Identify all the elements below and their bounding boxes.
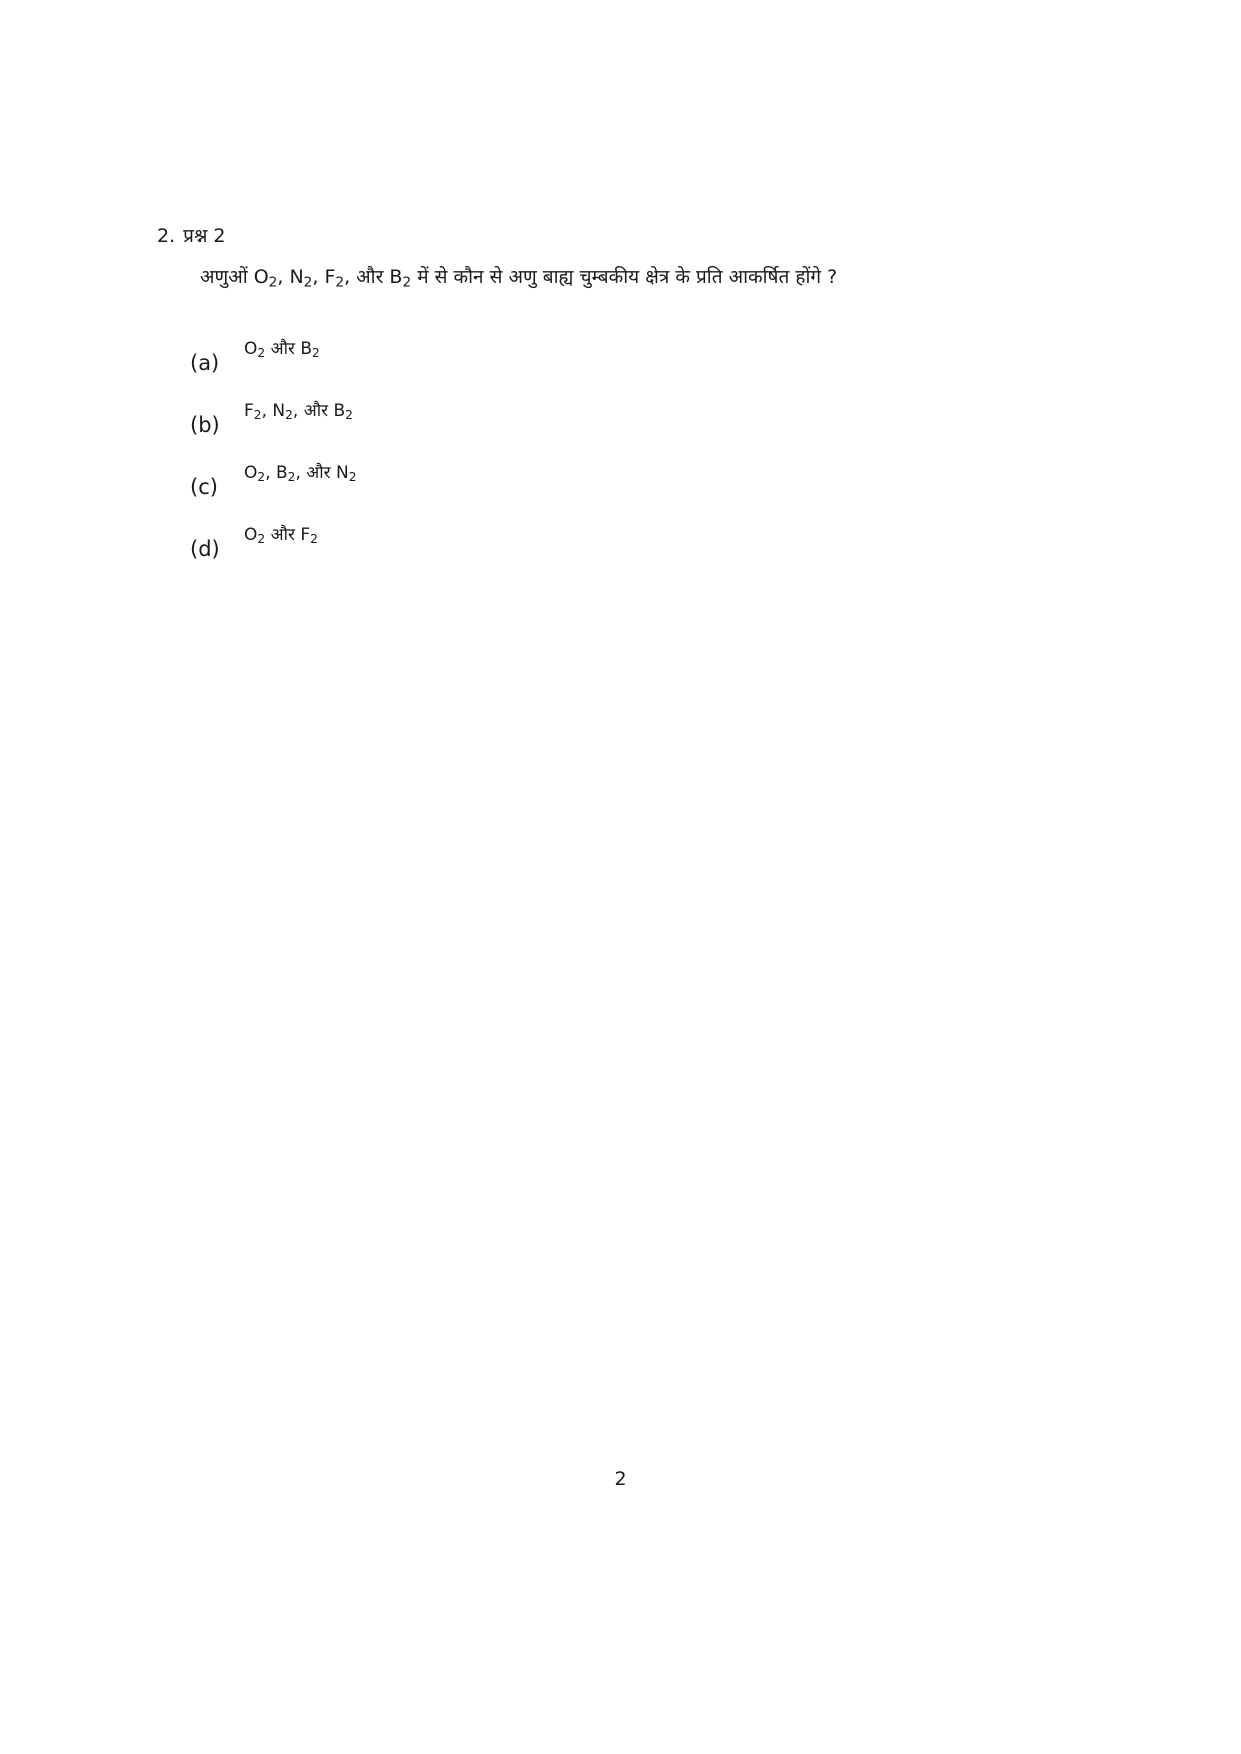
answer-part: , N	[261, 401, 286, 421]
option-letter: (b)	[190, 413, 220, 437]
subscript: 2	[312, 346, 320, 361]
subscript: 2	[303, 274, 313, 291]
subscript: 2	[402, 274, 412, 291]
question-text-part: , F	[312, 266, 336, 288]
answer-part: और B	[265, 339, 313, 359]
answer-part: F	[244, 401, 254, 421]
subscript: 2	[257, 532, 266, 547]
answer-part: , B	[265, 463, 288, 483]
question-text-part: , और B	[344, 266, 403, 288]
option-letter: (a)	[190, 351, 220, 375]
answer-part: , और B	[292, 401, 346, 421]
answer-part: O	[244, 339, 258, 359]
subscript: 2	[257, 346, 266, 361]
answer-part: O	[244, 463, 258, 483]
question-text-part: में से कौन से अणु बाह्य चुम्बकीय क्षेत्र के प्रति आकर्षित होंगे ?	[411, 266, 838, 288]
subscript: 2	[257, 470, 266, 485]
question-text	[200, 264, 837, 290]
option-answer	[244, 400, 353, 422]
answer-part: O	[244, 525, 258, 545]
option-letter: (c)	[190, 475, 218, 499]
option-answer	[244, 338, 320, 360]
question-text-part: , N	[277, 266, 304, 288]
question-title: प्रश्न 2	[183, 225, 226, 247]
answer-part: और F	[265, 525, 311, 545]
subscript: 2	[348, 470, 357, 485]
option-letter: (d)	[190, 537, 220, 561]
subscript: 2	[335, 274, 345, 291]
subscript: 2	[287, 470, 296, 485]
page-number: 2	[614, 1468, 627, 1490]
subscript: 2	[345, 408, 353, 423]
subscript: 2	[253, 408, 262, 423]
subscript: 2	[268, 274, 278, 291]
subscript: 2	[285, 408, 293, 423]
question-heading	[157, 224, 226, 248]
option-answer	[244, 462, 357, 484]
option-answer	[244, 524, 318, 546]
answer-part: , और N	[295, 463, 349, 483]
question-number: 2.	[157, 225, 176, 247]
subscript: 2	[310, 532, 318, 547]
question-text-part: अणुओं O	[200, 266, 269, 288]
